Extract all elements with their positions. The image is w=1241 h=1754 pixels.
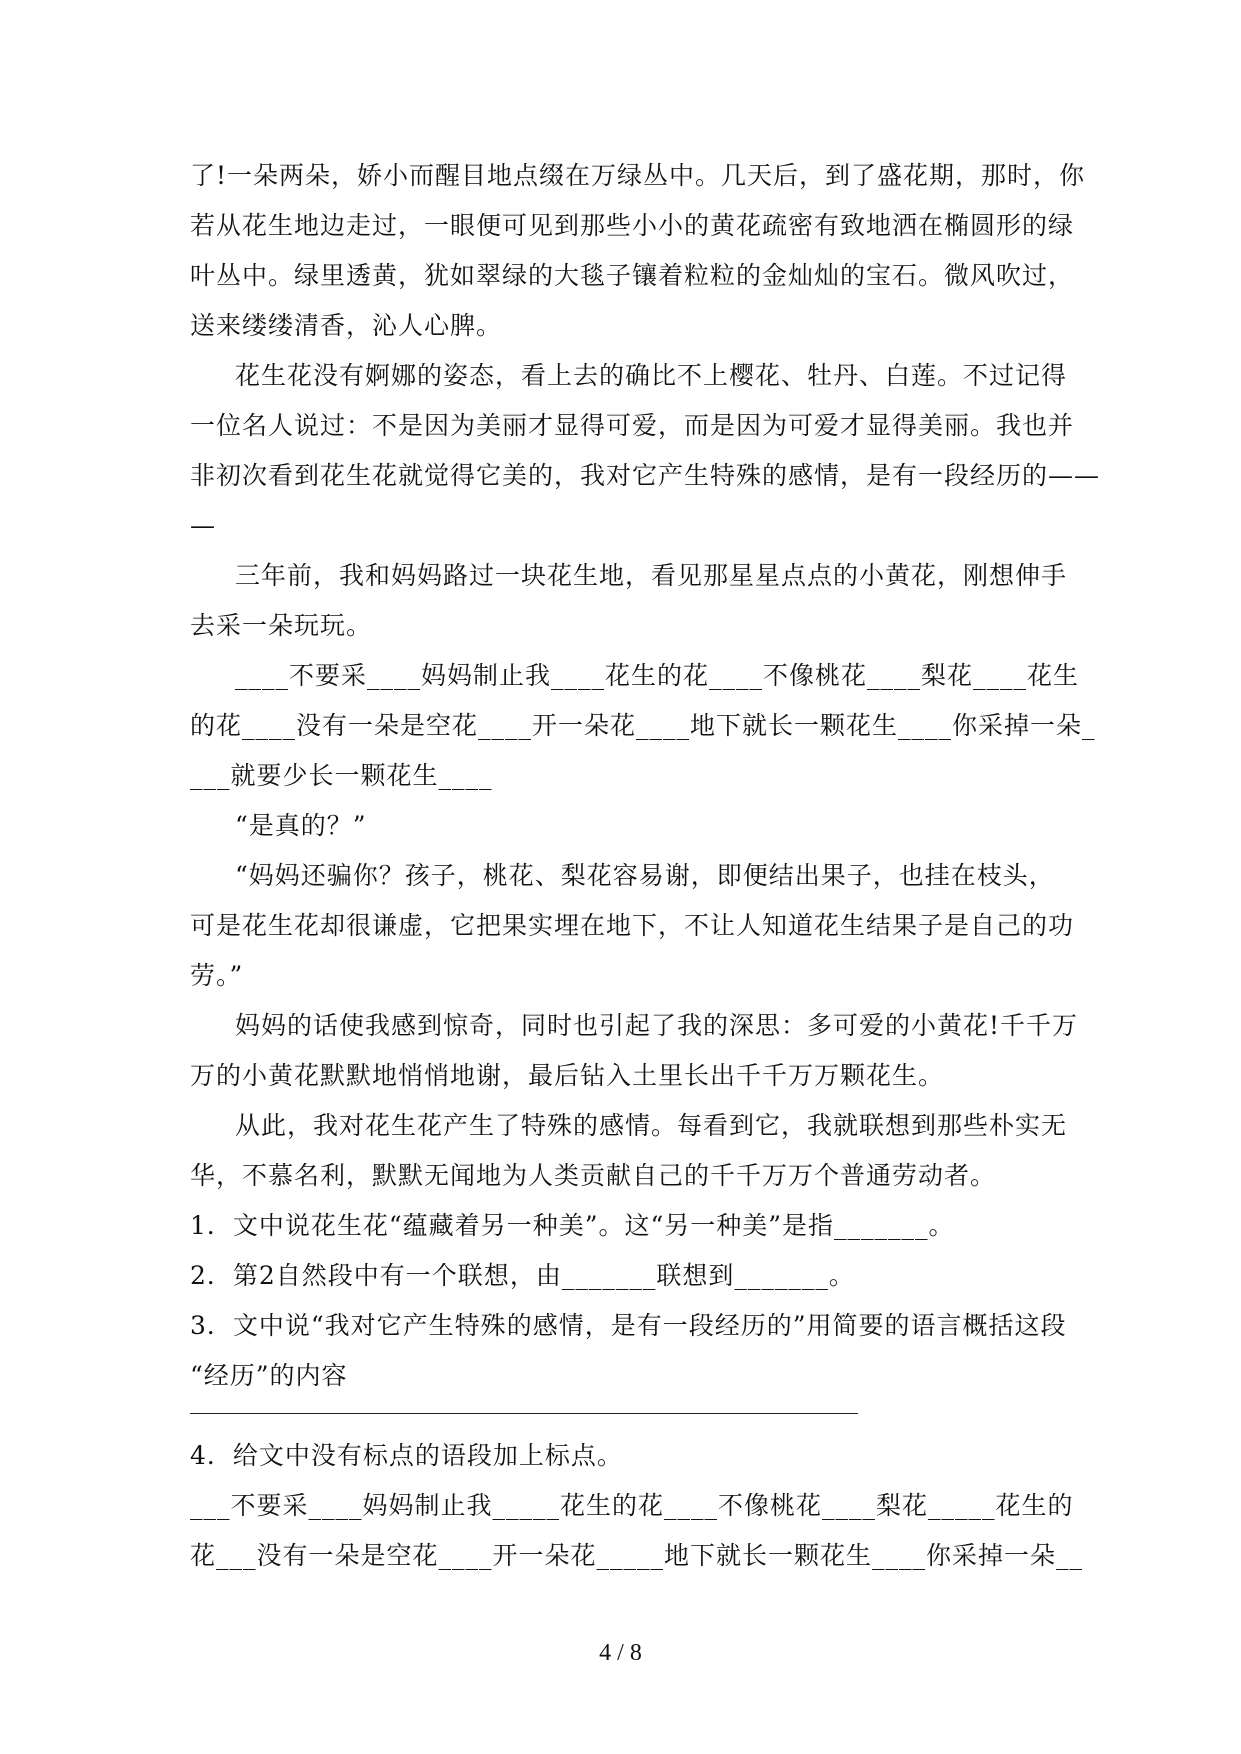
text-line: 送来缕缕清香，沁人心脾。 xyxy=(190,311,503,340)
text-line: 华，不慕名利，默默无闻地为人类贡献自己的千千万万个普通劳动者。 xyxy=(190,1161,997,1190)
unpunctuated-passage: 的花____没有一朵是空花____开一朵花____地下就长一颗花生____你采掉一朵_ xyxy=(190,711,1096,740)
question-1: 1．文中说花生花“蕴藏着另一种美”。这“另一种美”是指_______。 xyxy=(190,1211,955,1240)
question-2: 2．第2自然段中有一个联想，由_______联想到_______。 xyxy=(190,1261,855,1290)
text-line: 了!一朵两朵，娇小而醒目地点缀在万绿丛中。几天后，到了盛花期，那时，你 xyxy=(190,161,1086,190)
paragraph-start: 三年前，我和妈妈路过一块花生地，看见那星星点点的小黄花，刚想伸手 xyxy=(235,561,1068,590)
text-line: — xyxy=(190,511,216,540)
dialogue-line: “妈妈还骗你？孩子，桃花、梨花容易谢，即便结出果子，也挂在枝头， xyxy=(235,861,1055,890)
unpunctuated-passage: ____不要采____妈妈制止我____花生的花____不像桃花____梨花____花生 xyxy=(235,661,1080,690)
text-line: 叶丛中。绿里透黄，犹如翠绿的大毯子镶着粒粒的金灿灿的宝石。微风吹过， xyxy=(190,261,1075,290)
page-number: 4 / 8 xyxy=(599,1640,642,1666)
text-line: 若从花生地边走过，一眼便可见到那些小小的黄花疏密有致地洒在椭圆形的绿 xyxy=(190,211,1075,240)
text-line: 万的小黄花默默地悄悄地谢，最后钻入土里长出千千万万颗花生。 xyxy=(190,1061,945,1090)
question-4-passage: 花___没有一朵是空花____开一朵花_____地下就长一颗花生____你采掉一朵__ xyxy=(190,1541,1084,1570)
text-line: 去采一朵玩玩。 xyxy=(190,611,373,640)
paragraph-start: 花生花没有婀娜的姿态，看上去的确比不上樱花、牡丹、白莲。不过记得 xyxy=(235,361,1068,390)
paragraph-start: 从此，我对花生花产生了特殊的感情。每看到它，我就联想到那些朴实无 xyxy=(235,1111,1068,1140)
text-line: 一位名人说过：不是因为美丽才显得可爱，而是因为可爱才显得美丽。我也并 xyxy=(190,411,1075,440)
question-3: 3．文中说“我对它产生特殊的感情，是有一段经历的”用简要的语言概括这段 xyxy=(190,1311,1067,1340)
text-line: 非初次看到花生花就觉得它美的，我对它产生特殊的感情，是有一段经历的—— xyxy=(190,461,1101,490)
answer-blank-line xyxy=(190,1413,858,1414)
unpunctuated-passage: ___就要少长一颗花生____ xyxy=(190,761,493,790)
text-line: 劳。” xyxy=(190,961,244,990)
question-4: 4．给文中没有标点的语段加上标点。 xyxy=(190,1441,623,1470)
question-4-passage: ___不要采____妈妈制止我_____花生的花____不像桃花____梨花_____花生的 xyxy=(190,1491,1074,1520)
text-line: 可是花生花却很谦虚，它把果实埋在地下，不让人知道花生结果子是自己的功 xyxy=(190,911,1075,940)
question-3-continued: “经历”的内容 xyxy=(190,1361,348,1390)
paragraph-start: 妈妈的话使我感到惊奇，同时也引起了我的深思：多可爱的小黄花!千千万 xyxy=(235,1011,1079,1040)
dialogue-line: “是真的？” xyxy=(235,811,367,840)
